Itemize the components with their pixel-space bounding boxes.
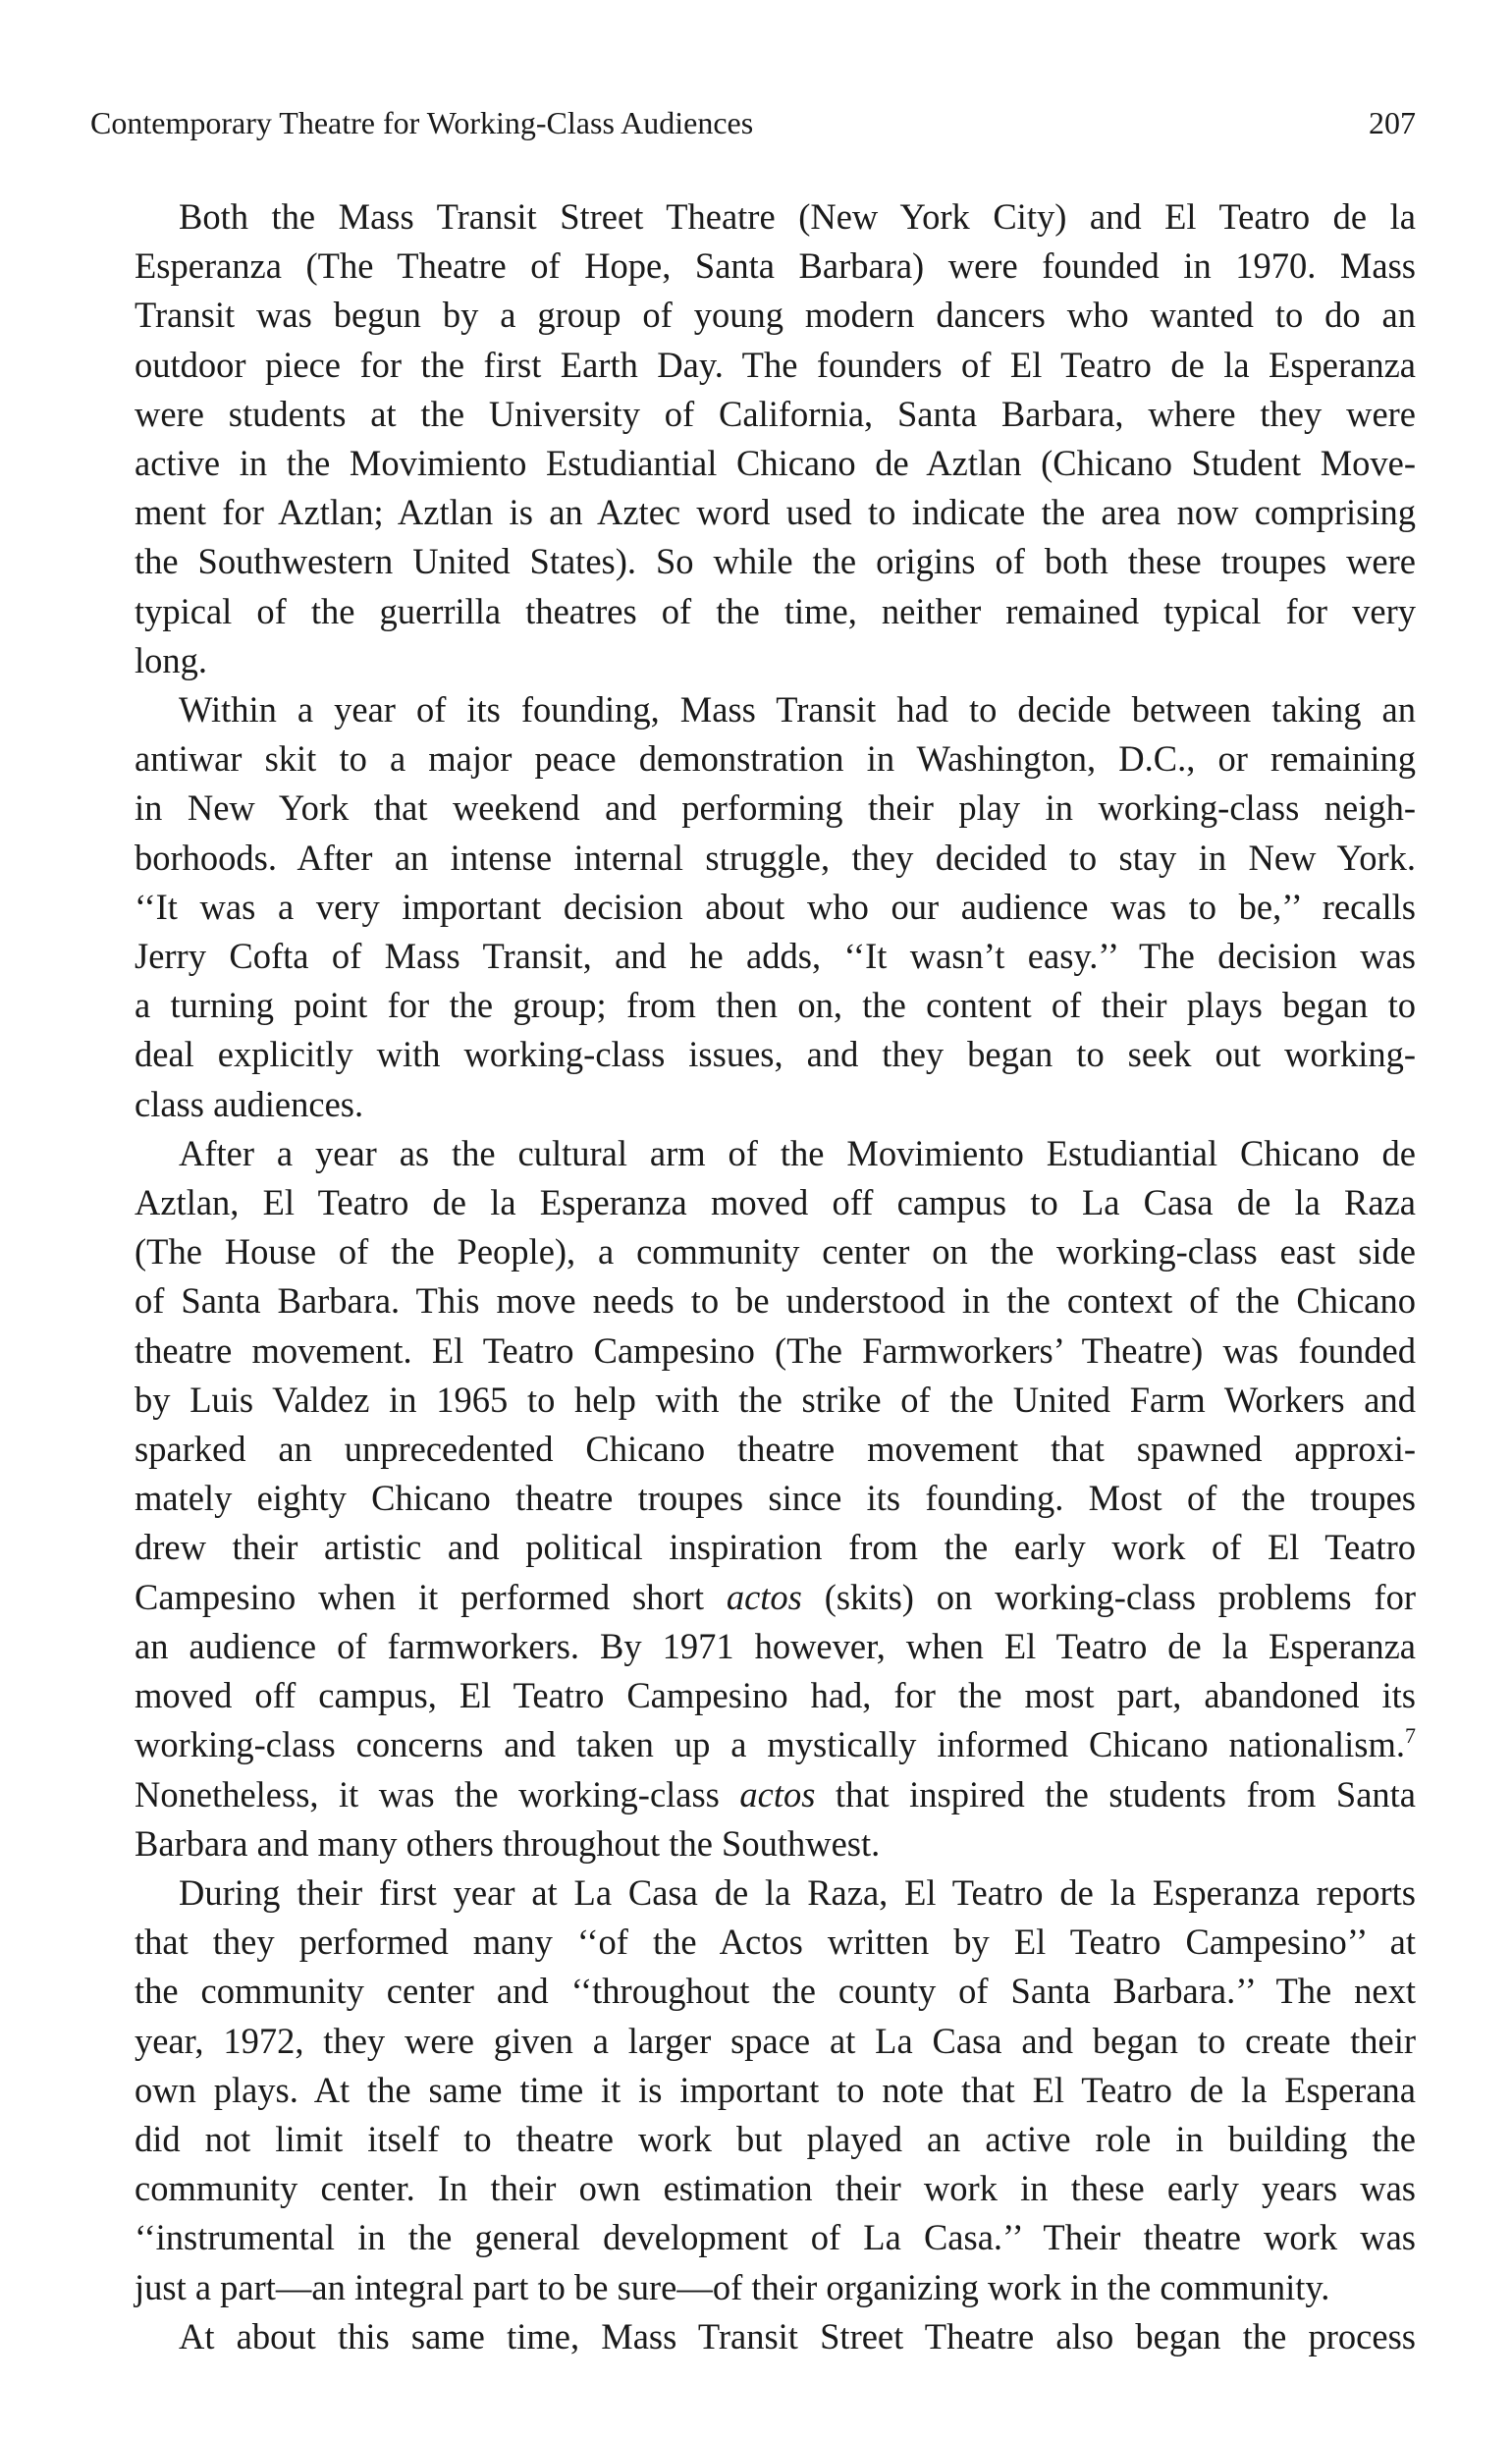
text-line: class audiences. — [135, 1083, 364, 1124]
paragraph-1 — [90, 192, 1416, 685]
text-line: year, 1972, they were given a larger space at La Casa and began to create their — [135, 2020, 1416, 2061]
text-run: that inspired the students from Santa — [815, 1773, 1416, 1814]
text-run: Campesino when it performed short — [135, 1576, 727, 1617]
text-line: Jerry Cofta of Mass Transit, and he adds, ‘‘It wasn’t easy.’’ The decision was — [135, 936, 1416, 977]
text-line: deal explicitly with working-class issues, and they began to seek out working- — [135, 1034, 1416, 1075]
text-line: mately eighty Chicano theatre troupes since its founding. Most of the troupes — [135, 1478, 1416, 1519]
text-line: Transit was begun by a group of young modern dancers who wanted to do an — [135, 295, 1416, 336]
text-line: own plays. At the same time it is important to note that El Teatro de la Esperana — [135, 2069, 1416, 2110]
text-line: active in the Movimiento Estudiantial Chicano de Aztlan (Chicano Student Move- — [135, 443, 1416, 484]
text-line: (The House of the People), a community center on the working-class east side — [135, 1231, 1416, 1273]
text-line: At about this same time, Mass Transit Street Theatre also began the process — [179, 2315, 1416, 2356]
text-run: Nonetheless, it was the working-class — [135, 1773, 740, 1814]
paragraph-4 — [90, 1868, 1416, 2312]
text-line: ‘‘instrumental in the general development of La Casa.’’ Their theatre work was — [135, 2217, 1416, 2258]
text-run: working-class concerns and taken up a mystically informed Chicano nationalism. — [135, 1724, 1405, 1765]
text-line: that they performed many ‘‘of the Actos written by El Teatro Campesino’’ at — [135, 1922, 1416, 1963]
body-text — [90, 192, 1416, 2361]
text-line: During their first year at La Casa de la Raza, El Teatro de la Esperanza reports — [179, 1871, 1416, 1913]
text-line: Both the Mass Transit Street Theatre (New York City) and El Teatro de la — [179, 196, 1416, 237]
text-line: drew their artistic and political inspiration from the early work of El Teatro — [135, 1527, 1416, 1568]
running-header — [90, 98, 1416, 147]
running-title: Contemporary Theatre for Working-Class Audiences — [90, 105, 754, 140]
text-line: just a part—an integral part to be sure—of their organizing work in the community. — [135, 2266, 1330, 2307]
text-line — [90, 1770, 1416, 1819]
paragraph-5 — [90, 2312, 1416, 2361]
text-line: the Southwestern United States). So while the origins of both these troupes were — [135, 541, 1416, 582]
text-line — [90, 1573, 1416, 1622]
text-line: a turning point for the group; from then on, the content of their plays began to — [135, 985, 1416, 1026]
text-line: outdoor piece for the first Earth Day. The founders of El Teatro de la Esperanza — [135, 344, 1416, 385]
text-line: ment for Aztlan; Aztlan is an Aztec word used to indicate the area now comprising — [135, 492, 1416, 533]
text-line: Esperanza (The Theatre of Hope, Santa Barbara) were founded in 1970. Mass — [135, 245, 1416, 287]
footnote-marker: 7 — [1405, 1723, 1416, 1749]
text-line: of Santa Barbara. This move needs to be understood in the context of the Chicano — [135, 1280, 1416, 1322]
paragraph-2 — [90, 685, 1416, 1129]
text-line: Barbara and many others throughout the Southwest. — [135, 1822, 881, 1864]
text-line: long. — [135, 639, 208, 680]
text-line: sparked an unprecedented Chicano theatre movement that spawned approxi- — [135, 1429, 1416, 1470]
text-line: community center. In their own estimation their work in these early years was — [135, 2168, 1416, 2209]
text-line — [90, 1720, 1416, 1769]
text-line: in New York that weekend and performing their play in working-class neigh- — [135, 787, 1416, 829]
text-line: an audience of farmworkers. By 1971 however, when El Teatro de la Esperanza — [135, 1625, 1416, 1666]
text-line: antiwar skit to a major peace demonstration in Washington, D.C., or remaining — [135, 738, 1416, 780]
text-line: Within a year of its founding, Mass Transit had to decide between taking an — [179, 689, 1416, 731]
text-line: were students at the University of California, Santa Barbara, where they were — [135, 393, 1416, 434]
text-line: by Luis Valdez in 1965 to help with the strike of the United Farm Workers and — [135, 1379, 1416, 1420]
text-line: the community center and ‘‘throughout the county of Santa Barbara.’’ The next — [135, 1971, 1416, 2012]
text-line: Aztlan, El Teatro de la Esperanza moved off campus to La Casa de la Raza — [135, 1182, 1416, 1223]
text-run: (skits) on working-class problems for — [801, 1576, 1416, 1617]
text-line: moved off campus, El Teatro Campesino had, for the most part, abandoned its — [135, 1675, 1416, 1716]
text-line: theatre movement. El Teatro Campesino (The Farmworkers’ Theatre) was founded — [135, 1329, 1416, 1371]
italic-term: actos — [739, 1773, 816, 1814]
italic-term: actos — [726, 1576, 802, 1617]
text-line: borhoods. After an intense internal struggle, they decided to stay in New York. — [135, 837, 1416, 878]
text-line: did not limit itself to theatre work but played an active role in building the — [135, 2118, 1416, 2159]
text-line: ‘‘It was a very important decision about who our audience was to be,’’ recalls — [135, 886, 1416, 927]
page-number: 207 — [1369, 105, 1416, 140]
text-line: After a year as the cultural arm of the Movimiento Estudiantial Chicano de — [179, 1132, 1416, 1173]
paragraph-3 — [90, 1129, 1416, 1868]
text-line: typical of the guerrilla theatres of the time, neither remained typical for very — [135, 590, 1416, 631]
